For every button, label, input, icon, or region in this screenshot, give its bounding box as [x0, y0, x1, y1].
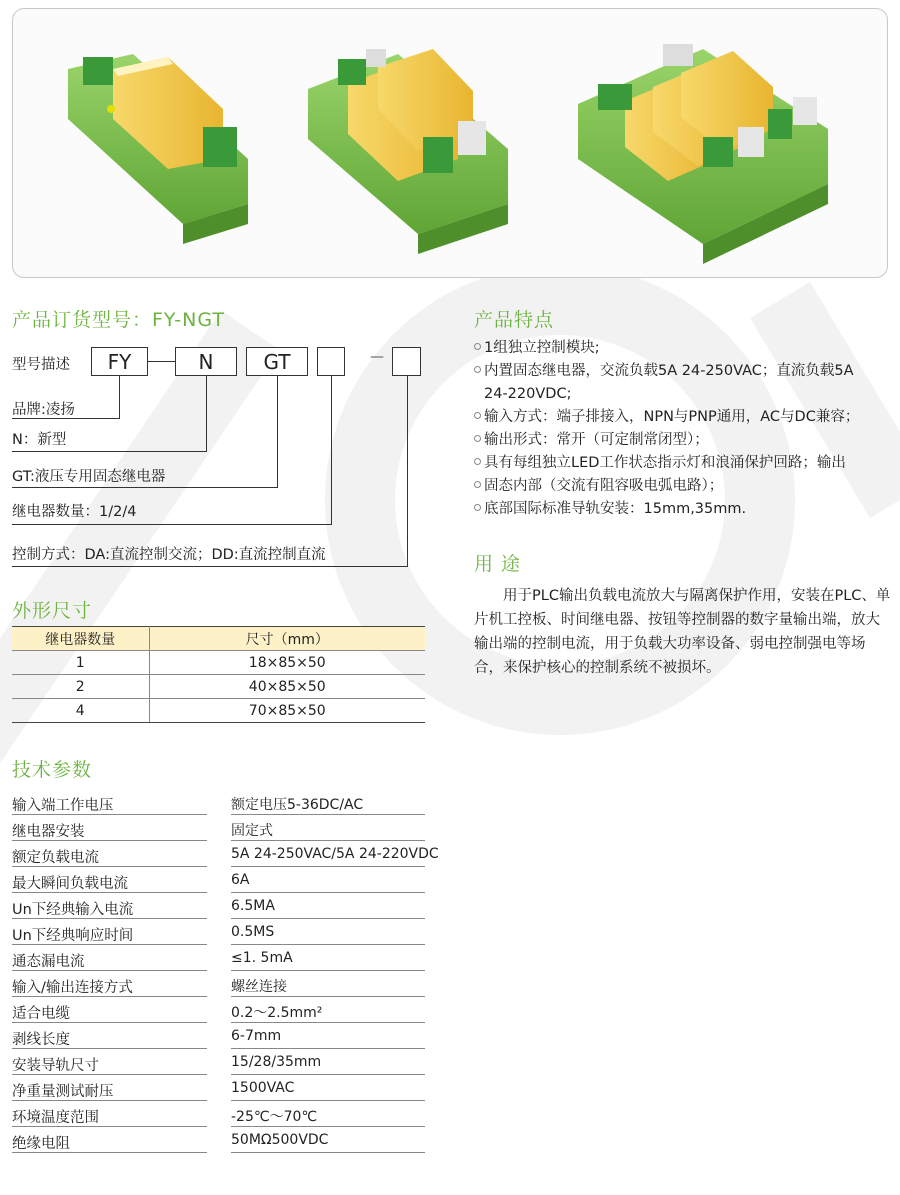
- bullet-icon: [474, 481, 481, 488]
- param-value: 螺丝连接: [231, 979, 287, 995]
- param-value: 固定式: [231, 823, 273, 839]
- list-item: 输出形式：常开（可定制常闭型）；: [474, 429, 884, 452]
- dimensions-table: [12, 626, 425, 723]
- usage-title: 用 途: [474, 553, 522, 575]
- product-photo-panel: [12, 8, 888, 278]
- table-row: [12, 675, 425, 699]
- header-relay-count: 继电器数量: [12, 627, 149, 651]
- bullet-icon: [474, 366, 481, 373]
- bracket-line: [277, 376, 278, 487]
- param-value: 5A 24-250VAC/5A 24-220VDC: [231, 846, 439, 862]
- param-name: 适合电缆: [12, 1006, 70, 1022]
- tech-param-row: [12, 1023, 425, 1049]
- param-value: 6-7mm: [231, 1028, 282, 1044]
- param-value: 1500VAC: [231, 1080, 295, 1096]
- param-value: 0.5MS: [231, 924, 275, 940]
- list-item: 输入方式：端子排接入，NPN与PNP通用，AC与DC兼容；: [474, 406, 884, 429]
- table-row: [12, 651, 425, 675]
- list-item: 内置固态继电器，交流负载5A 24-250VAC；直流负载5A: [474, 360, 884, 383]
- tech-param-row: [12, 971, 425, 997]
- bullet-icon: [474, 412, 481, 419]
- bracket-line: [12, 451, 207, 452]
- bracket-line: [12, 566, 408, 567]
- relay-module-1ch: [68, 54, 248, 244]
- features-title: 产品特点: [474, 309, 555, 331]
- list-item: 固态内部（交流有阻容吸电弧电路）；: [474, 475, 884, 498]
- control-mode-label: 控制方式：DA:直流控制交流；DD:直流控制直流: [12, 547, 326, 563]
- tech-param-row: [12, 1075, 425, 1101]
- param-name: 绝缘电阻: [12, 1136, 70, 1152]
- relay-module-4ch: [578, 44, 828, 264]
- param-value: 6.5MA: [231, 898, 275, 914]
- param-value: ≤1. 5mA: [231, 950, 293, 966]
- param-name: 最大瞬间负载电流: [12, 876, 128, 892]
- cell-count: 2: [12, 675, 149, 699]
- tech-param-row: [12, 893, 425, 919]
- param-value: 50MΩ500VDC: [231, 1132, 329, 1148]
- list-item: 底部国际标准导轨安装：15mm,35mm.: [474, 498, 884, 521]
- cell-count: 1: [12, 651, 149, 675]
- param-name: 通态漏电流: [12, 954, 85, 970]
- tech-param-row: [12, 997, 425, 1023]
- tech-param-row: [12, 867, 425, 893]
- bracket-line: [12, 524, 332, 525]
- param-name: 环境温度范围: [12, 1110, 99, 1126]
- n-type-label: N：新型: [12, 432, 67, 448]
- cell-size: 18×85×50: [149, 651, 425, 675]
- cell-size: 70×85×50: [149, 699, 425, 723]
- brand-label: 品牌:凌扬: [12, 402, 75, 418]
- relay-count-label: 继电器数量：1/2/4: [12, 504, 137, 520]
- dimensions-title: 外形尺寸: [12, 600, 93, 622]
- param-value: 15/28/35mm: [231, 1054, 322, 1070]
- list-item: 1组独立控制模块;: [474, 337, 884, 360]
- list-item: 具有每组独立LED工作状态指示灯和浪涌保护回路；输出: [474, 452, 884, 475]
- header-size: 尺寸（mm）: [149, 627, 425, 651]
- table-row: [12, 699, 425, 723]
- tech-param-row: [12, 945, 425, 971]
- code-dash: —: [370, 349, 384, 365]
- param-name: 净重量测试耐压: [12, 1084, 114, 1100]
- bracket-line: [206, 376, 207, 451]
- param-name: 输入端工作电压: [12, 798, 114, 814]
- cell-size: 40×85×50: [149, 675, 425, 699]
- bracket-line: [119, 376, 120, 418]
- cell-count: 4: [12, 699, 149, 723]
- tech-param-row: [12, 789, 425, 815]
- param-value: -25℃～70℃: [231, 1109, 318, 1125]
- bracket-line: [331, 376, 332, 524]
- table-header-row: [12, 627, 425, 651]
- code-box-count: [317, 347, 345, 376]
- tech-param-row: [12, 1049, 425, 1075]
- param-name: 剥线长度: [12, 1032, 70, 1048]
- bullet-icon: [474, 435, 481, 442]
- order-code-title: 产品订货型号：FY-NGT: [12, 309, 226, 331]
- param-value: 6A: [231, 872, 250, 888]
- param-name: 安装导轨尺寸: [12, 1058, 99, 1074]
- tech-param-row: [12, 919, 425, 945]
- relay-module-2ch: [308, 49, 508, 254]
- param-name: 输入/输出连接方式: [12, 980, 133, 996]
- bracket-line: [12, 487, 278, 488]
- list-item: 24-220VDC;: [484, 386, 572, 402]
- product-photos: [13, 9, 888, 278]
- code-box-n: N: [175, 347, 237, 376]
- features-list: [474, 337, 884, 521]
- row-divider: [231, 1152, 425, 1153]
- bracket-line: [407, 376, 408, 566]
- row-divider: [12, 1152, 207, 1153]
- param-name: Un下经典响应时间: [12, 928, 134, 944]
- code-box-control: [392, 347, 421, 376]
- tech-param-row: [12, 815, 425, 841]
- param-name: 继电器安装: [12, 824, 85, 840]
- bullet-icon: [474, 343, 481, 350]
- usage-text: 用于PLC输出负载电流放大与隔离保护作用，安装在PLC、单片机工控板、时间继电器、按钮等控制器的数字量输出端，放大输出端的控制电流，用于负载大功率设备、弱电控制强电等场合，来保护核心的控制系统不被损坏。: [474, 588, 891, 676]
- tech-params-title: 技术参数: [12, 759, 93, 781]
- param-value: 额定电压5-36DC/AC: [231, 797, 364, 813]
- param-name: 额定负载电流: [12, 850, 99, 866]
- model-desc-label: 型号描述: [12, 357, 70, 373]
- bullet-icon: [474, 458, 481, 465]
- gt-type-label: GT:液压专用固态继电器: [12, 469, 166, 485]
- param-value: 0.2～2.5mm²: [231, 1005, 323, 1021]
- code-box-fy: FY: [91, 347, 148, 376]
- code-box-gt: GT: [246, 347, 308, 376]
- tech-param-row: [12, 1127, 425, 1153]
- tech-param-row: [12, 1101, 425, 1127]
- tech-param-row: [12, 841, 439, 867]
- param-name: Un下经典输入电流: [12, 902, 134, 918]
- bullet-icon: [474, 504, 481, 511]
- code-connector: [148, 361, 175, 362]
